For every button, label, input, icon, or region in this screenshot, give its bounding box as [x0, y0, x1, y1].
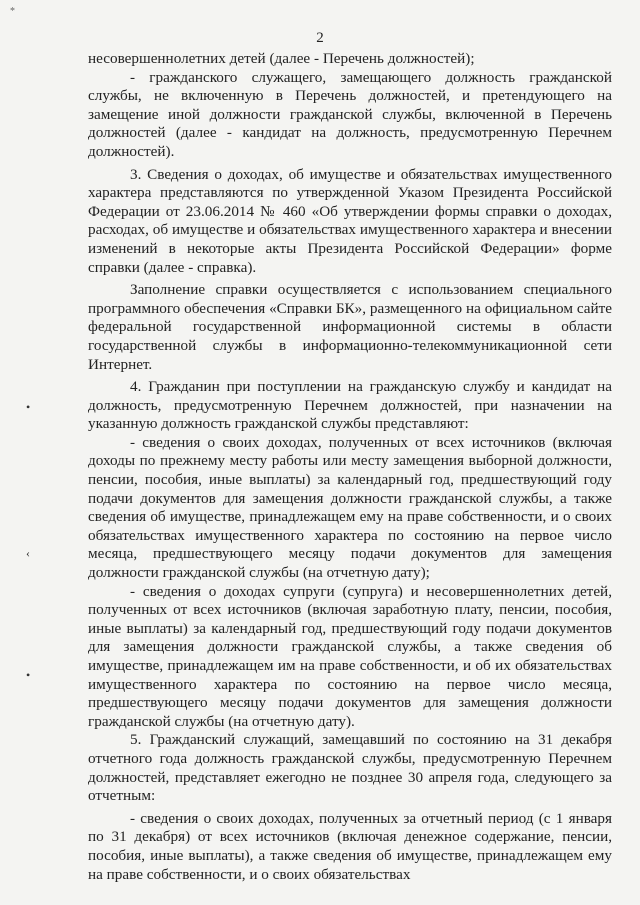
paragraph-section-3: 3. Сведения о доходах, об имуществе и обязательствах имущественного характера представляются по утвержденной Указом Президента Российской Федерации от 23.06.2014 № 460 «Об утверждении формы справки о доходах, расходах, об имуществе и обязательствах имущественного характера и внесении изменений в некоторые акты Президента Российской Федерации» форме справки (далее - справка).	[88, 165, 612, 276]
paragraph-continuation: несовершеннолетних детей (далее - Перечень должностей);	[88, 50, 475, 67]
corner-mark: *	[10, 6, 15, 17]
paragraph-item: - сведения о своих доходах, полученных за отчетный период (с 1 января по 31 декабря) от всех источников (включая денежное содержание, пенсии, пособия, иные выплаты), а также сведения об имуществе, принадлежащем ему на праве собственности, и о своих обязательствах	[88, 809, 612, 883]
paragraph-section-4: 4. Гражданин при поступлении на гражданскую службу и кандидат на должность, предусмотренную Перечнем должностей, при назначении на указанную должность гражданской службы представляют:	[88, 378, 612, 433]
paragraph-item: - сведения о своих доходах, полученных от всех источников (включая доходы по прежнему месту работы или месту замещения выборной должности, пенсии, пособия, иные выплаты) за календарный год, предшествующий году подачи документов для замещения должности гражданской службы, а также сведения об имуществе, принадлежащем ему на праве собственности, и о своих обязательствах имущественного характера по состоянию на первое число месяца, предшествующего месяцу подачи документов для замещения должности гражданской службы (на отчетную дату);	[88, 433, 612, 582]
paragraph-filling: Заполнение справки осуществляется с использованием специального программного обеспечения «Справки БК», размещенного на официальном сайте федеральной государственной информационной системы в области государственной службы в информационно-телекоммуникационной сети Интернет.	[88, 281, 612, 373]
document-body	[88, 50, 612, 884]
paragraph-item: - гражданского служащего, замещающего должность гражданской службы, не включенную в Перечень должностей, и претендующего на замещение иной должности гражданской службы, включенной в Перечень должностей (далее - кандидат на должность, предусмотренную Перечнем должностей).	[88, 68, 612, 160]
margin-mark: ‹	[26, 546, 30, 560]
margin-mark: •	[26, 400, 31, 414]
page-number: 2	[316, 30, 324, 46]
paragraph-item: - сведения о доходах супруги (супруга) и несовершеннолетних детей, полученных от всех источников (включая заработную плату, пенсии, пособия, иные выплаты) за календарный год, предшествующий году подачи документов для замещения должности гражданской службы, а также сведения об имуществе, принадлежащем им на праве собственности, и об их обязательствах имущественного характера по состоянию на первое число месяца, предшествующего месяцу подачи документов для замещения должности гражданской службы (на отчетную дату).	[88, 582, 612, 730]
margin-mark: •	[26, 668, 31, 682]
paragraph-section-5: 5. Гражданский служащий, замещавший по состоянию на 31 декабря отчетного года должность гражданской службы, предусмотренную Перечнем должностей, представляет ежегодно не позднее 30 апреля года, следующего за отчетным:	[88, 731, 612, 805]
